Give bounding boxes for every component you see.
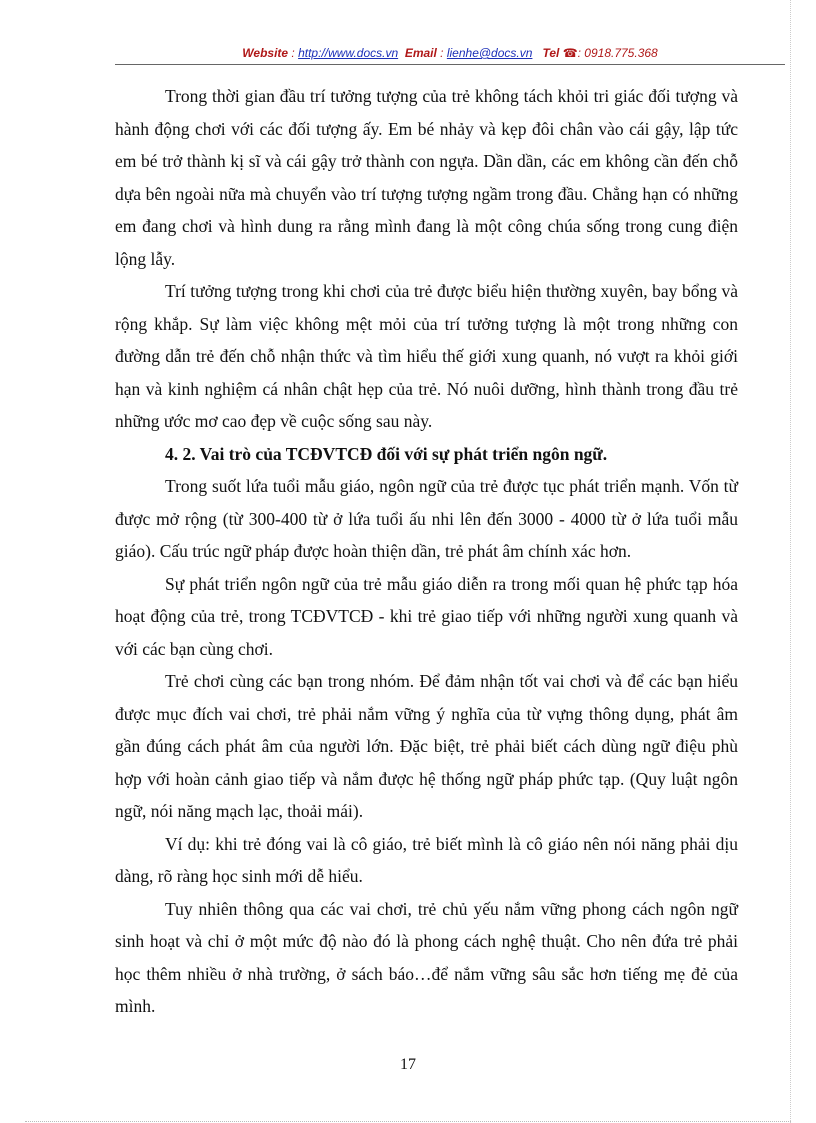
tel-label: Tel bbox=[542, 46, 560, 60]
tel-number: : 0918.775.368 bbox=[577, 46, 658, 60]
side-margin-line bbox=[790, 0, 791, 1123]
paragraph: Trong suốt lứa tuổi mẫu giáo, ngôn ngữ của trẻ được tục phát triển mạnh. Vốn từ được mở rộng (từ 300-400 từ ở lứa tuổi ấu nhi lên đến 3000 - 4000 từ ở lứa tuổi mẫu giáo). Cấu trúc ngữ pháp được hoàn thiện dần, trẻ phát âm chính xác hơn. bbox=[115, 476, 738, 561]
paragraph: Trong thời gian đầu trí tưởng tượng của trẻ không tách khỏi tri giác đối tượng và hành động chơi với các đối tượng ấy. Em bé nhảy và kẹp đôi chân vào cái gậy, lập tức em bé trở thành kị sĩ và cái gậy trở thành con ngựa. Dần dần, các em không cần đến chỗ dựa bên ngoài nữa mà chuyển vào trí tượng tượng ngầm trong đầu. Chẳng hạn có những em đang chơi và hình dung ra rằng mình đang là một công chúa sống trong cung điện lộng lẫy. bbox=[115, 86, 738, 269]
website-separator: : bbox=[288, 46, 299, 60]
email-link[interactable]: lienhe@docs.vn bbox=[446, 46, 533, 60]
footer-divider bbox=[25, 1121, 791, 1122]
paragraph: Trí tưởng tượng trong khi chơi của trẻ được biểu hiện thường xuyên, bay bổng và rộng khắp. Sự làm việc không mệt mỏi của trí tưởng tượng là một trong những con đường dẫn trẻ đến chỗ nhận thức và tìm hiểu thế giới xung quanh, nó vượt ra khỏi giới hạn và kinh nghiệm cá nhân chật hẹp của trẻ. Nó nuôi dưỡng, hình thành trong đầu trẻ những ước mơ cao đẹp về cuộc sống sau này. bbox=[115, 281, 738, 431]
paragraph: Ví dụ: khi trẻ đóng vai là cô giáo, trẻ biết mình là cô giáo nên nói năng phải dịu dàng, rõ ràng học sinh mới dễ hiểu. bbox=[115, 833, 738, 886]
website-link[interactable]: http://www.docs.vn bbox=[298, 46, 399, 60]
paragraph: Tuy nhiên thông qua các vai chơi, trẻ chủ yếu nắm vững phong cách ngôn ngữ sinh hoạt và chỉ ở một mức độ nào đó là phong cách nghệ thuật. Cho nên đứa trẻ phải học thêm nhiều ở nhà trường, ở sách báo…để nắm vững sâu sắc hơn tiếng mẹ đẻ của mình. bbox=[115, 898, 738, 1016]
paragraph: Sự phát triển ngôn ngữ của trẻ mẫu giáo diễn ra trong mối quan hệ phức tạp hóa hoạt động của trẻ, trong TCĐVTCĐ - khi trẻ giao tiếp với những người xung quanh và với các bạn cùng chơi. bbox=[115, 573, 738, 659]
website-label: Website bbox=[242, 46, 289, 60]
header-divider bbox=[115, 64, 785, 65]
section-heading: 4. 2. Vai trò của TCĐVTCĐ đối với sự phát triển ngôn ngữ. bbox=[165, 443, 608, 464]
email-label: Email bbox=[404, 46, 437, 60]
page-number: 17 bbox=[400, 1056, 416, 1073]
page-header bbox=[115, 46, 785, 60]
paragraph: Trẻ chơi cùng các bạn trong nhóm. Để đảm nhận tốt vai chơi và để các bạn hiểu được mục đích vai chơi, trẻ phải nắm vững ý nghĩa của từ vựng thông dụng, phát âm gần đúng cách phát âm của người lớn. Đặc biệt, trẻ phải biết cách dùng ngữ điệu phù hợp với hoàn cảnh giao tiếp và nắm được hệ thống ngữ pháp phức tạp. (Quy luật ngôn ngữ, nói năng mạch lạc, thoải mái). bbox=[115, 671, 738, 821]
email-separator: : bbox=[436, 46, 447, 60]
phone-icon: ☎ bbox=[562, 46, 578, 60]
document-body bbox=[115, 80, 738, 1023]
